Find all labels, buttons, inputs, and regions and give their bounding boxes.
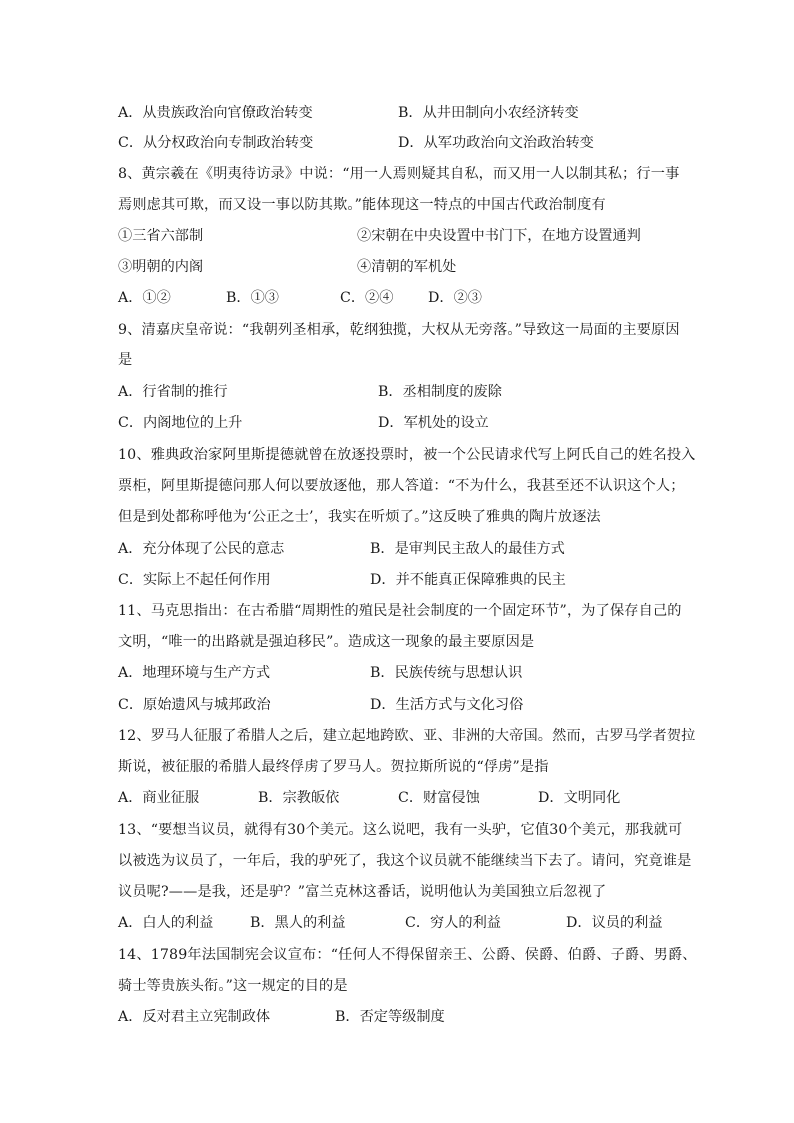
q12-option-b: B．宗教皈依 [258,790,340,806]
q8-option-d: D．②③ [428,290,482,306]
q8-items-row-1 [0,226,794,246]
q13-options-row [0,913,794,933]
q9-option-c: C．内阁地位的上升 [118,415,243,431]
q10-option-b: B．是审判民主敌人的最佳方式 [370,541,565,557]
q10-option-a: A．充分体现了公民的意志 [118,541,285,557]
q7-option-b: B．从井田制向小农经济转变 [398,105,579,121]
q8-option-b: B．①③ [226,290,279,306]
q13-option-b: B．黑人的利益 [250,915,346,931]
q11-stem-line-1: 11、马克思指出：在古希腊“周期性的殖民是社会制度的一个固定环节”，为了保存自己的 [118,603,682,619]
q7-option-c: C．从分权政治向专制政治转变 [118,135,314,151]
q8-item-3: ③明朝的内阁 [118,259,204,275]
q11-option-d: D．生活方式与文化习俗 [370,697,524,713]
q12-option-c: C．财富侵蚀 [398,790,480,806]
q7-option-d: D．从军功政治向文治政治转变 [398,135,594,151]
q14-options-row [0,1007,794,1027]
q9-option-b: B．丞相制度的废除 [378,384,502,400]
q8-items-row-2 [0,257,794,277]
q12-options-row [0,788,794,808]
q11-option-a: A．地理环境与生产方式 [118,665,271,681]
q10-stem-line-2: 票柜，阿里斯提德问那人何以要放逐他，那人答道：“不为什么，我甚至还不认识这个人； [118,478,685,494]
q8-option-a: A．①② [118,290,171,306]
q8-stem-line-2: 焉则虑其可欺，而又设一事以防其欺。”能体现这一特点的中国古代政治制度有 [118,197,606,213]
q11-option-b: B．民族传统与思想认识 [370,665,523,681]
q10-options-row-2 [0,570,794,590]
q14-stem-line-2: 骑士等贵族头衔。”这一规定的目的是 [118,978,348,994]
q9-stem-line-2: 是 [118,352,133,368]
q8-options-row [0,288,794,308]
q14-option-a: A．反对君主立宪制政体 [118,1009,271,1025]
q9-options-row-2 [0,413,794,433]
q10-option-d: D．并不能真正保障雅典的民主 [370,572,566,588]
q11-options-row-1 [0,663,794,683]
q7-options-row-1 [0,103,794,123]
q10-option-c: C．实际上不起任何作用 [118,572,271,588]
q12-option-a: A．商业征服 [118,790,200,806]
q13-stem-line-2: 以被选为议员了，一年后，我的驴死了，我这个议员就不能继续当下去了。请问，究竟谁是 [118,853,692,869]
q7-option-a: A．从贵族政治向官僚政治转变 [118,105,313,121]
q12-option-d: D．文明同化 [538,790,621,806]
q9-stem-line-1: 9、清嘉庆皇帝说：“我朝列圣相承，乾纲独揽，大权从无旁落。”导致这一局面的主要原因 [118,322,680,338]
q14-stem-line-1: 14、1789年法国制宪会议宣布：“任何人不得保留亲王、公爵、侯爵、伯爵、子爵、男爵、 [118,947,697,963]
q13-option-a: A．白人的利益 [118,915,214,931]
q8-option-c: C．②④ [340,290,394,306]
q11-option-c: C．原始遗风与城邦政治 [118,697,271,713]
q10-options-row-1 [0,539,794,559]
q10-stem-line-1: 10、雅典政治家阿里斯提德就曾在放逐投票时，被一个公民请求代写上阿氏自己的姓名投入 [118,447,696,463]
q10-stem-line-3: 但是到处都称呼他为‘公正之士’，我实在听烦了。”这反映了雅典的陶片放逐法 [118,509,601,525]
q9-option-d: D．军机处的设立 [378,415,489,431]
q8-item-2: ②宋朝在中央设置中书门下，在地方设置通判 [357,228,641,244]
q8-stem-line-1: 8、黄宗羲在《明夷待访录》中说：“用一人焉则疑其自私，而又用一人以制其私；行一事 [118,166,680,182]
q13-stem-line-1: 13、“要想当议员，就得有30个美元。这么说吧，我有一头驴，它值30个美元，那我就可 [118,822,683,838]
q7-options-row-2 [0,133,794,153]
q11-options-row-2 [0,695,794,715]
q13-option-c: C．穷人的利益 [405,915,501,931]
q12-stem-line-2: 斯说，被征服的希腊人最终俘虏了罗马人。贺拉斯所说的“俘虏”是指 [118,759,549,775]
q9-options-row-1 [0,382,794,402]
q9-option-a: A．行省制的推行 [118,384,228,400]
q14-option-b: B．否定等级制度 [335,1009,445,1025]
q11-stem-line-2: 文明，“唯一的出路就是强迫移民”。造成这一现象的最主要原因是 [118,634,535,650]
q13-stem-line-3: 议员呢?——是我，还是驴？”富兰克林这番话，说明他认为美国独立后忽视了 [118,884,607,900]
q8-item-4: ④清朝的军机处 [357,259,457,275]
q8-item-1: ①三省六部制 [118,228,204,244]
q13-option-d: D．议员的利益 [566,915,663,931]
q12-stem-line-1: 12、罗马人征服了希腊人之后，建立起地跨欧、亚、非洲的大帝国。然而，古罗马学者贺拉 [118,728,696,744]
